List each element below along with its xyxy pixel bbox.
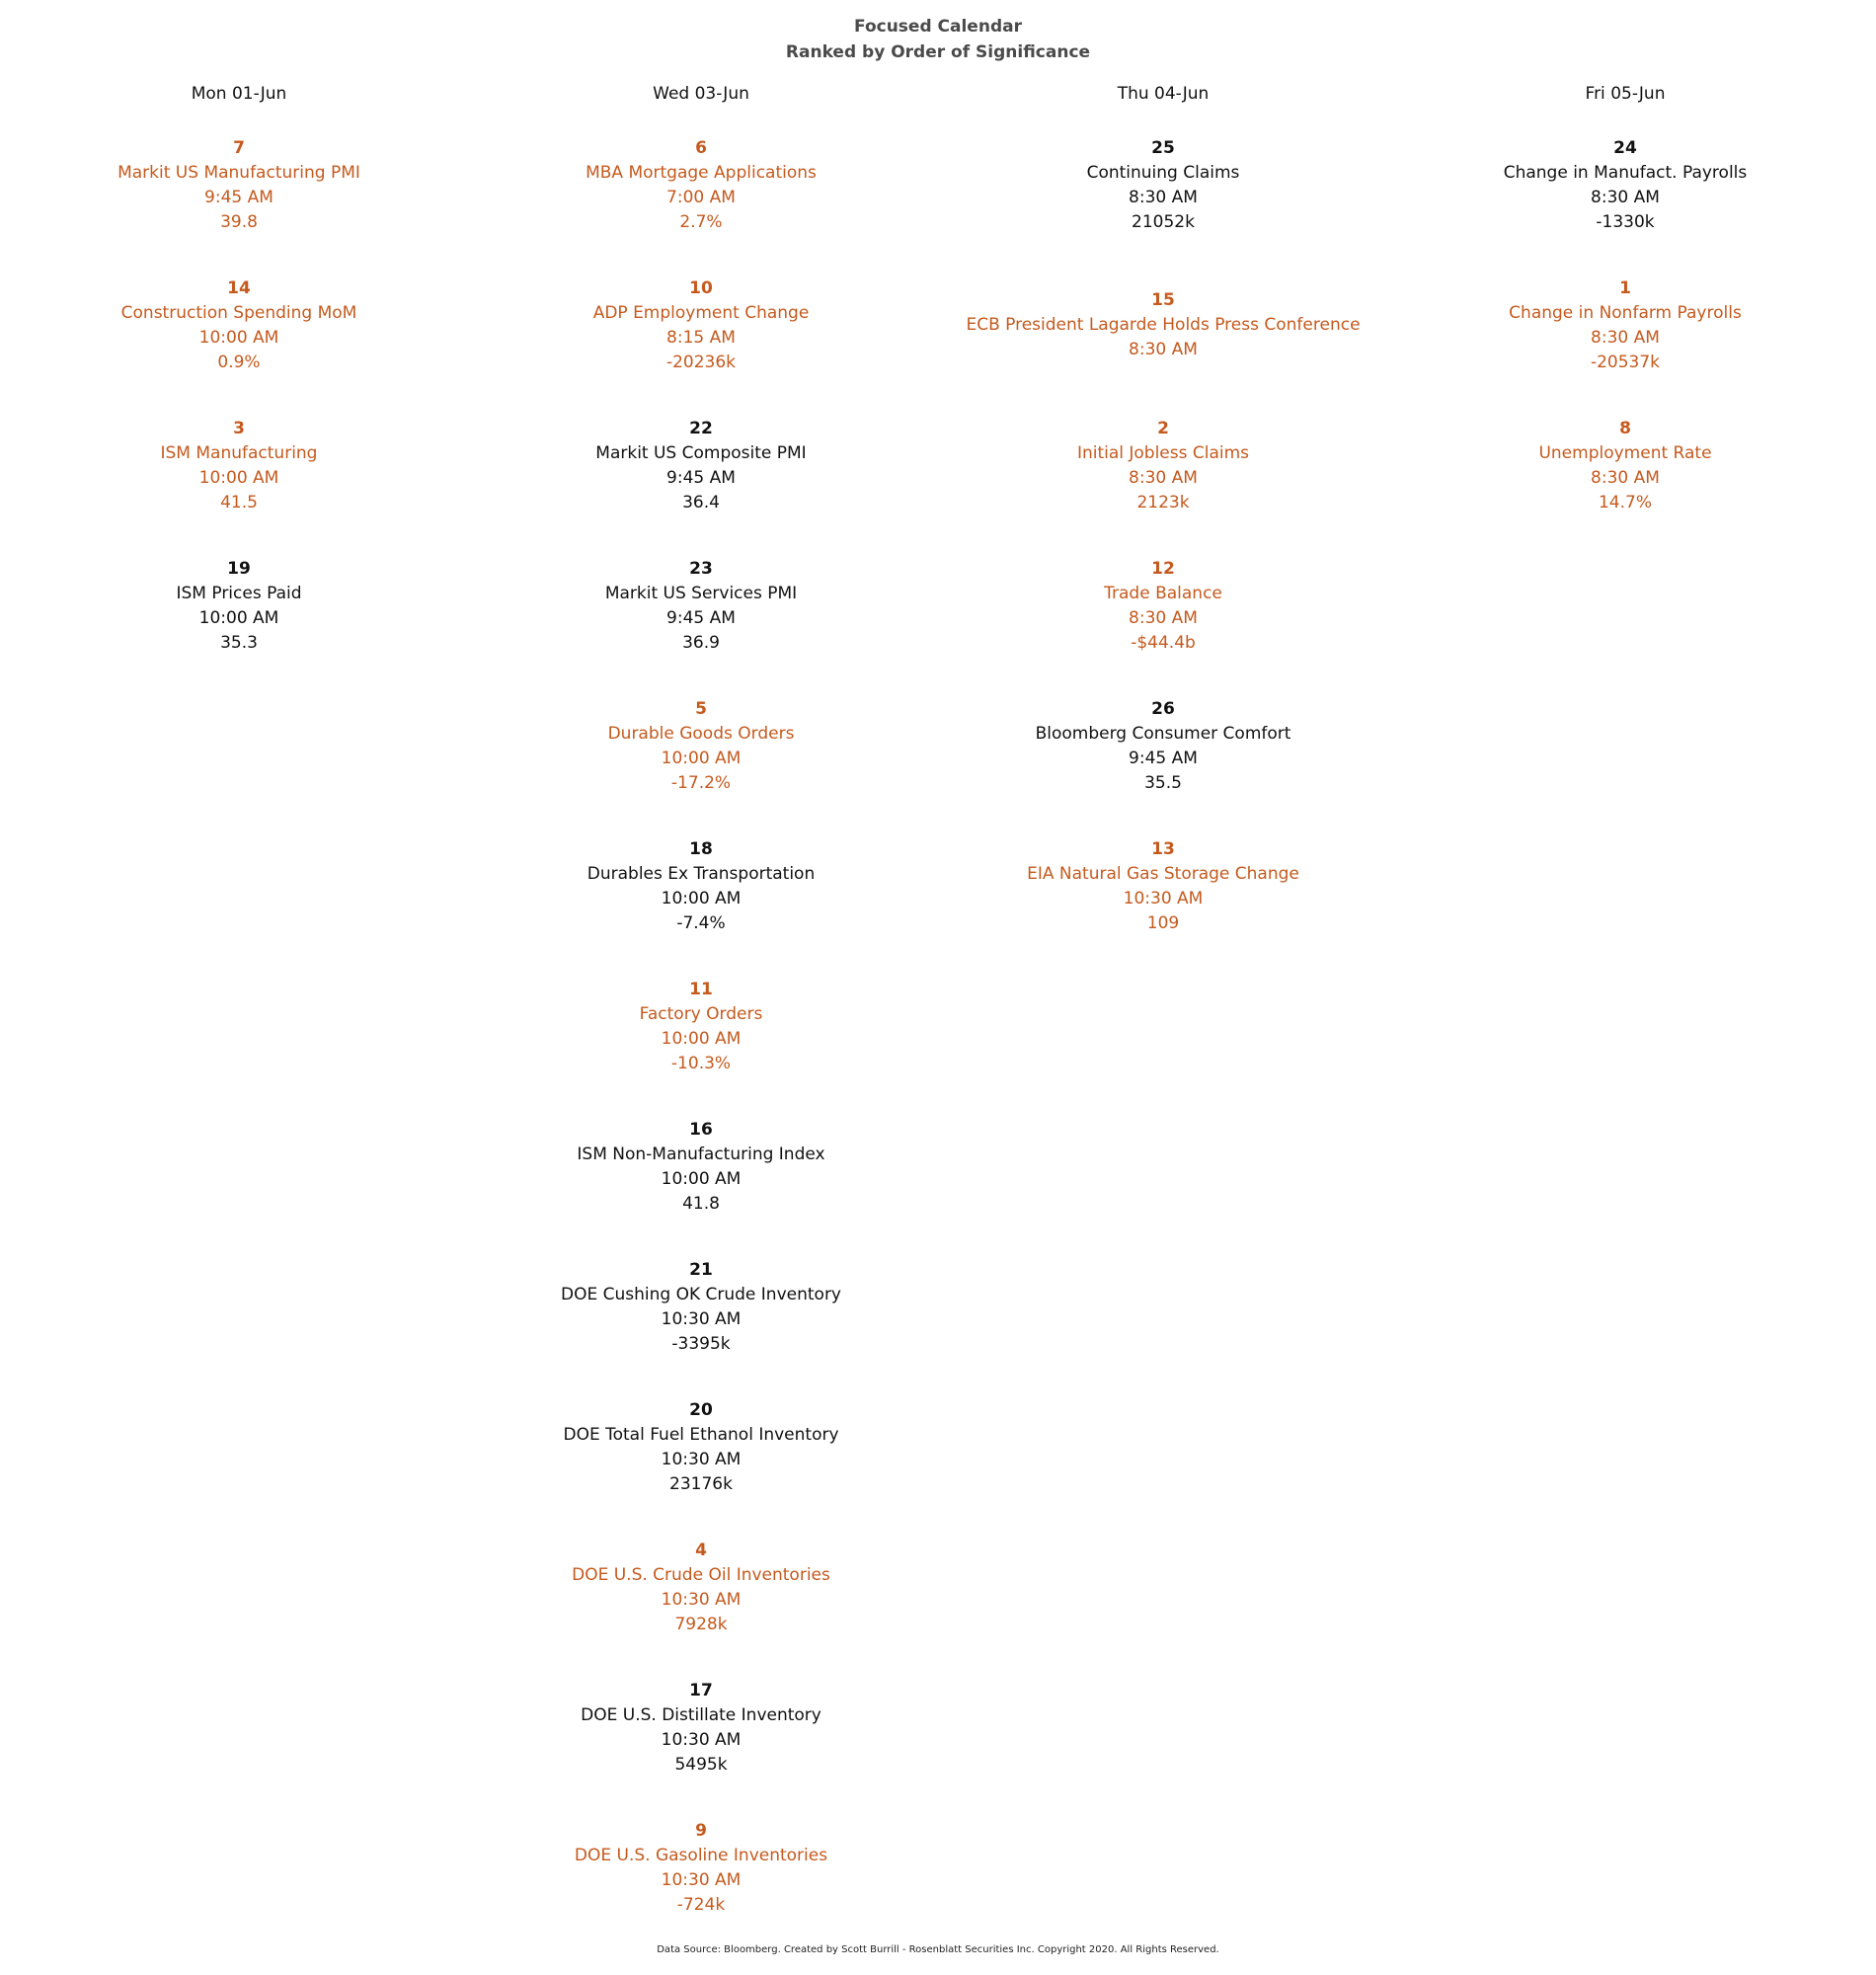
day-header: Wed 03-Jun	[653, 84, 749, 104]
calendar-event	[1408, 276, 1842, 417]
event-name: Markit US Manufacturing PMI	[117, 163, 360, 183]
footer-copyright: Data Source: Bloomberg. Created by Scott Burrill - Rosenblatt Securities Inc. Copyright 2020. All Rights Reserved.	[657, 1944, 1219, 1955]
event-time: 8:30 AM	[1591, 328, 1660, 348]
event-rank: 12	[1151, 559, 1175, 579]
event-time: 10:00 AM	[661, 889, 742, 908]
calendar-event	[946, 697, 1380, 837]
event-time: 8:30 AM	[1591, 468, 1660, 488]
event-time: 10:30 AM	[661, 1450, 742, 1469]
event-value: 2123k	[1136, 493, 1190, 513]
event-rank: 5	[695, 699, 707, 719]
event-value: 41.5	[220, 493, 258, 513]
event-name: Durable Goods Orders	[607, 724, 795, 744]
calendar-event	[484, 1539, 918, 1679]
event-rank: 1	[1619, 278, 1631, 298]
event-value: 35.5	[1144, 773, 1182, 793]
day-header: Mon 01-Jun	[191, 84, 287, 104]
calendar-event	[484, 1398, 918, 1539]
event-time: 10:30 AM	[661, 1730, 742, 1750]
event-name: ECB President Lagarde Holds Press Conference	[966, 315, 1361, 335]
event-rank: 8	[1619, 419, 1631, 438]
calendar-event	[22, 136, 456, 276]
event-time: 10:00 AM	[661, 1169, 742, 1189]
event-rank: 23	[689, 559, 713, 579]
event-time: 8:30 AM	[1129, 608, 1198, 628]
calendar-event	[484, 697, 918, 837]
event-time: 10:00 AM	[661, 1029, 742, 1049]
event-name: ADP Employment Change	[592, 303, 810, 323]
event-time: 10:30 AM	[661, 1309, 742, 1329]
event-value: 36.4	[682, 493, 720, 513]
event-name: Unemployment Rate	[1538, 443, 1712, 463]
event-rank: 7	[233, 138, 245, 158]
event-time: 8:30 AM	[1129, 188, 1198, 207]
calendar-event	[946, 276, 1380, 417]
event-rank: 24	[1613, 138, 1637, 158]
event-time: 10:00 AM	[661, 749, 742, 768]
event-time: 7:00 AM	[666, 188, 736, 207]
event-time: 8:30 AM	[1591, 188, 1660, 207]
event-name: Change in Manufact. Payrolls	[1503, 163, 1748, 183]
calendar-event	[484, 837, 918, 978]
event-value: 39.8	[220, 212, 258, 232]
event-rank: 6	[695, 138, 707, 158]
event-name: DOE Total Fuel Ethanol Inventory	[563, 1425, 839, 1445]
calendar-event	[946, 557, 1380, 697]
event-value: 109	[1146, 913, 1180, 933]
day-column-mon	[22, 81, 456, 697]
event-time: 10:00 AM	[198, 608, 279, 628]
event-rank: 16	[689, 1120, 713, 1140]
event-rank: 9	[695, 1821, 707, 1841]
event-rank: 19	[227, 559, 251, 579]
event-time: 8:15 AM	[666, 328, 736, 348]
event-name: Bloomberg Consumer Comfort	[1035, 724, 1291, 744]
calendar-event	[484, 978, 918, 1118]
event-value: -17.2%	[670, 773, 732, 793]
day-column-wed	[484, 81, 918, 1959]
event-rank: 11	[689, 980, 713, 999]
event-value: -$44.4b	[1131, 633, 1196, 653]
event-value: 36.9	[682, 633, 720, 653]
calendar-event	[1408, 417, 1842, 557]
event-name: EIA Natural Gas Storage Change	[1027, 864, 1299, 884]
event-rank: 4	[695, 1540, 707, 1560]
event-rank: 13	[1151, 839, 1175, 859]
event-value: 5495k	[674, 1755, 728, 1775]
event-time: 10:30 AM	[661, 1870, 742, 1890]
event-name: Markit US Composite PMI	[595, 443, 807, 463]
event-value: 23176k	[669, 1474, 733, 1494]
event-rank: 26	[1151, 699, 1175, 719]
event-value: -10.3%	[670, 1054, 732, 1073]
calendar-event	[1408, 136, 1842, 276]
event-time: 8:30 AM	[1129, 468, 1198, 488]
event-name: ISM Manufacturing	[160, 443, 318, 463]
event-rank: 17	[689, 1681, 713, 1700]
event-value: 0.9%	[217, 353, 261, 372]
calendar-event	[946, 837, 1380, 978]
calendar-event	[484, 1679, 918, 1819]
event-name: Durables Ex Transportation	[586, 864, 816, 884]
day-column-fri	[1408, 81, 1842, 557]
event-rank: 22	[689, 419, 713, 438]
event-value: 35.3	[220, 633, 258, 653]
event-rank: 14	[227, 278, 251, 298]
day-header: Fri 05-Jun	[1585, 84, 1666, 104]
calendar-event	[484, 136, 918, 276]
event-value: -724k	[676, 1895, 726, 1915]
event-value: 14.7%	[1598, 493, 1652, 513]
event-value: -7.4%	[676, 913, 726, 933]
event-rank: 21	[689, 1260, 713, 1280]
event-rank: 2	[1157, 419, 1169, 438]
event-name: DOE Cushing OK Crude Inventory	[560, 1285, 841, 1304]
event-name: Construction Spending MoM	[120, 303, 357, 323]
calendar-event	[484, 557, 918, 697]
event-name: Continuing Claims	[1086, 163, 1240, 183]
page-title: Focused Calendar	[854, 17, 1022, 37]
event-time: 10:00 AM	[198, 328, 279, 348]
event-value: 21052k	[1132, 212, 1195, 232]
event-time: 10:30 AM	[1123, 889, 1204, 908]
calendar-event	[22, 557, 456, 697]
event-name: Factory Orders	[639, 1004, 763, 1024]
event-rank: 18	[689, 839, 713, 859]
event-name: DOE U.S. Crude Oil Inventories	[572, 1565, 830, 1585]
event-rank: 15	[1151, 290, 1175, 310]
event-rank: 10	[689, 278, 713, 298]
event-value: -3395k	[671, 1334, 731, 1354]
calendar-event	[484, 276, 918, 417]
page-subtitle: Ranked by Order of Significance	[785, 42, 1091, 62]
event-time: 8:30 AM	[1129, 340, 1198, 359]
event-name: ISM Non-Manufacturing Index	[577, 1145, 825, 1164]
event-name: Initial Jobless Claims	[1076, 443, 1250, 463]
event-name: Change in Nonfarm Payrolls	[1509, 303, 1742, 323]
event-value: -1330k	[1596, 212, 1655, 232]
calendar-title-block	[0, 14, 1876, 65]
calendar-event	[946, 136, 1380, 276]
event-time: 9:45 AM	[666, 608, 736, 628]
calendar-event	[484, 417, 918, 557]
event-time: 10:30 AM	[661, 1590, 742, 1610]
event-value: 7928k	[674, 1615, 728, 1634]
event-value: 41.8	[682, 1194, 720, 1214]
day-column-thu	[946, 81, 1380, 978]
event-time: 9:45 AM	[204, 188, 274, 207]
event-rank: 25	[1151, 138, 1175, 158]
event-name: Trade Balance	[1104, 584, 1222, 603]
event-rank: 3	[233, 419, 245, 438]
event-time: 9:45 AM	[1129, 749, 1198, 768]
event-value: -20537k	[1590, 353, 1661, 372]
event-name: DOE U.S. Distillate Inventory	[581, 1705, 821, 1725]
calendar-event	[22, 417, 456, 557]
day-header: Thu 04-Jun	[1117, 84, 1210, 104]
event-name: DOE U.S. Gasoline Inventories	[574, 1846, 828, 1865]
event-value: -20236k	[665, 353, 737, 372]
event-time: 9:45 AM	[666, 468, 736, 488]
event-value: 2.7%	[679, 212, 723, 232]
event-name: Markit US Services PMI	[604, 584, 798, 603]
event-name: MBA Mortgage Applications	[586, 163, 817, 183]
event-time: 10:00 AM	[198, 468, 279, 488]
calendar-event	[484, 1118, 918, 1258]
event-name: ISM Prices Paid	[176, 584, 302, 603]
calendar-event	[484, 1819, 918, 1959]
event-rank: 20	[689, 1400, 713, 1420]
calendar-event	[484, 1258, 918, 1398]
calendar-event	[946, 417, 1380, 557]
calendar-event	[22, 276, 456, 417]
